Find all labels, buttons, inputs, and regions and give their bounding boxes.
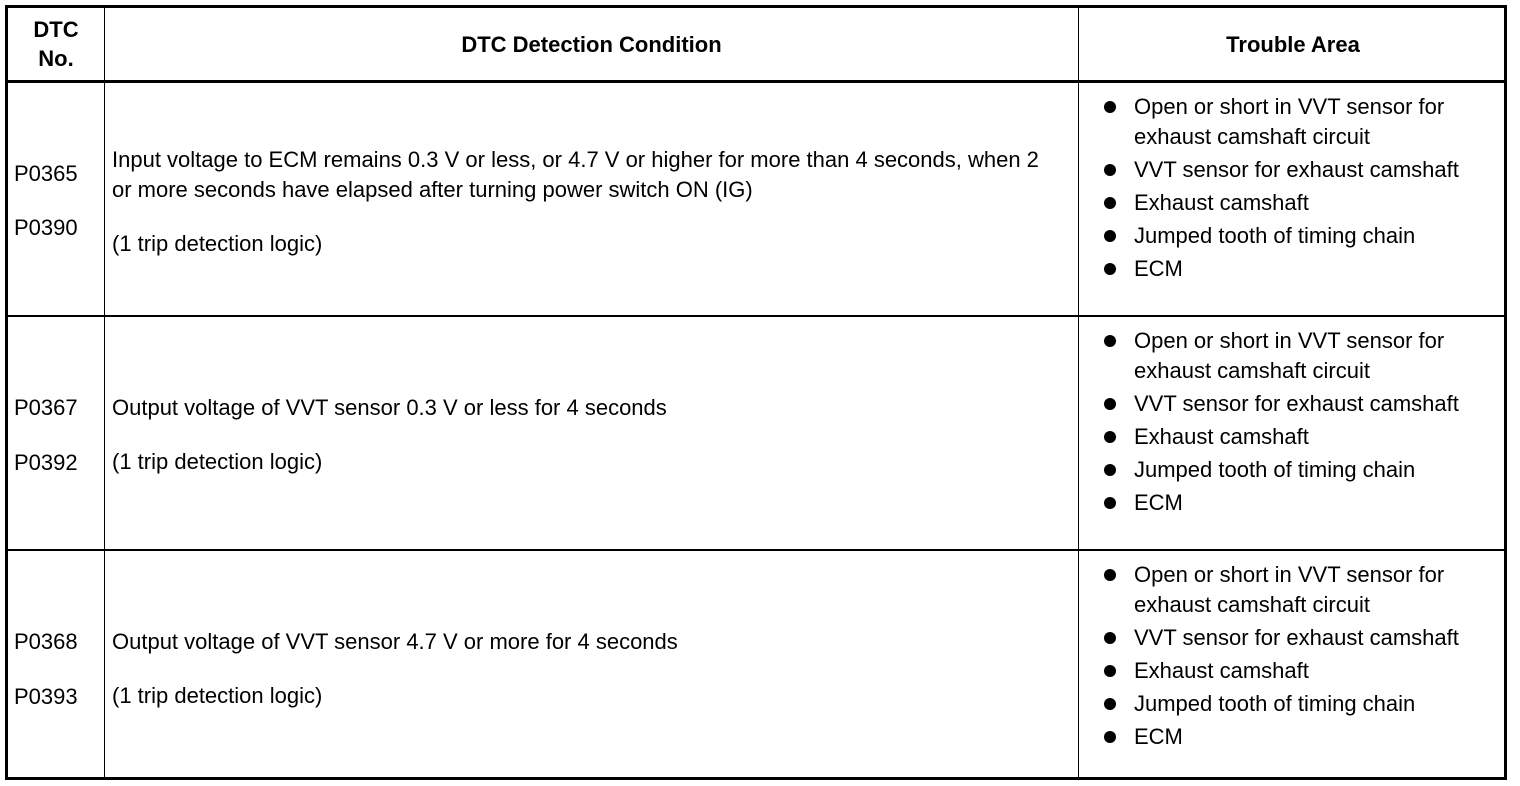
bullet-icon <box>1104 665 1116 677</box>
table-row <box>8 317 1504 551</box>
trouble-area-list <box>1098 92 1508 287</box>
bullet-icon <box>1104 398 1116 410</box>
list-item <box>1098 623 1508 653</box>
trouble-area-text: ECM <box>1134 724 1183 749</box>
bullet-icon <box>1104 164 1116 176</box>
list-item <box>1098 254 1508 284</box>
trouble-area-text: ECM <box>1134 490 1183 515</box>
detection-logic: (1 trip detection logic) <box>112 449 323 474</box>
bullet-icon <box>1104 101 1116 113</box>
bullet-icon <box>1104 632 1116 644</box>
dtc-code: P0368 <box>14 629 78 654</box>
detection-condition <box>112 627 1062 711</box>
bullet-icon <box>1104 569 1116 581</box>
dtc-code: P0393 <box>14 684 78 709</box>
list-item <box>1098 221 1508 251</box>
trouble-area-text: Open or short in VVT sensor for exhaust camshaft circuit <box>1134 328 1445 383</box>
trouble-area-text: Exhaust camshaft <box>1134 190 1309 215</box>
bullet-icon <box>1104 335 1116 347</box>
condition-text: Output voltage of VVT sensor 4.7 V or more for 4 seconds <box>112 629 678 654</box>
table-header-row <box>8 8 1504 83</box>
trouble-area-text: Jumped tooth of timing chain <box>1134 691 1416 716</box>
dtc-table <box>5 5 1507 780</box>
bullet-icon <box>1104 497 1116 509</box>
trouble-area-text: VVT sensor for exhaust camshaft <box>1134 157 1459 182</box>
bullet-icon <box>1104 230 1116 242</box>
detection-logic: (1 trip detection logic) <box>112 231 323 256</box>
list-item <box>1098 455 1508 485</box>
dtc-code: P0392 <box>14 450 78 475</box>
table-row <box>8 83 1504 317</box>
column-divider <box>104 317 105 549</box>
detection-logic: (1 trip detection logic) <box>112 683 323 708</box>
bullet-icon <box>1104 263 1116 275</box>
list-item <box>1098 92 1508 152</box>
dtc-codes <box>14 83 102 315</box>
list-item <box>1098 689 1508 719</box>
trouble-area-text: Jumped tooth of timing chain <box>1134 457 1416 482</box>
column-divider <box>104 551 105 777</box>
dtc-codes <box>14 551 102 777</box>
dtc-code: P0367 <box>14 395 78 420</box>
trouble-area-list <box>1098 560 1508 755</box>
trouble-area-text: ECM <box>1134 256 1183 281</box>
bullet-icon <box>1104 197 1116 209</box>
list-item <box>1098 188 1508 218</box>
detection-condition <box>112 145 1062 259</box>
column-divider <box>1078 83 1079 315</box>
header-trouble-area: Trouble Area <box>1226 31 1360 57</box>
trouble-area-text: Open or short in VVT sensor for exhaust camshaft circuit <box>1134 562 1445 617</box>
trouble-area-text: VVT sensor for exhaust camshaft <box>1134 625 1459 650</box>
column-divider <box>1078 317 1079 549</box>
list-item <box>1098 722 1508 752</box>
trouble-area-list <box>1098 326 1508 521</box>
condition-text: Input voltage to ECM remains 0.3 V or less, or 4.7 V or higher for more than 4 seconds, when 2 or more seconds have elapsed after turning power switch ON (IG) <box>112 147 1039 202</box>
trouble-area-text: Open or short in VVT sensor for exhaust camshaft circuit <box>1134 94 1445 149</box>
detection-condition <box>112 393 1062 477</box>
trouble-area-text: Jumped tooth of timing chain <box>1134 223 1416 248</box>
list-item <box>1098 656 1508 686</box>
trouble-area-text: Exhaust camshaft <box>1134 658 1309 683</box>
trouble-area-text: Exhaust camshaft <box>1134 424 1309 449</box>
list-item <box>1098 326 1508 386</box>
header-dtc-no: DTC No. <box>33 17 79 71</box>
bullet-icon <box>1104 431 1116 443</box>
list-item <box>1098 155 1508 185</box>
header-detection-condition: DTC Detection Condition <box>461 31 722 57</box>
column-divider <box>104 83 105 315</box>
dtc-codes <box>14 317 102 549</box>
dtc-code: P0365 <box>14 161 78 186</box>
list-item <box>1098 422 1508 452</box>
bullet-icon <box>1104 731 1116 743</box>
condition-text: Output voltage of VVT sensor 0.3 V or less for 4 seconds <box>112 395 667 420</box>
list-item <box>1098 389 1508 419</box>
column-divider <box>1078 551 1079 777</box>
table-row <box>8 551 1504 777</box>
list-item <box>1098 560 1508 620</box>
list-item <box>1098 488 1508 518</box>
bullet-icon <box>1104 698 1116 710</box>
trouble-area-text: VVT sensor for exhaust camshaft <box>1134 391 1459 416</box>
dtc-code: P0390 <box>14 215 78 240</box>
bullet-icon <box>1104 464 1116 476</box>
